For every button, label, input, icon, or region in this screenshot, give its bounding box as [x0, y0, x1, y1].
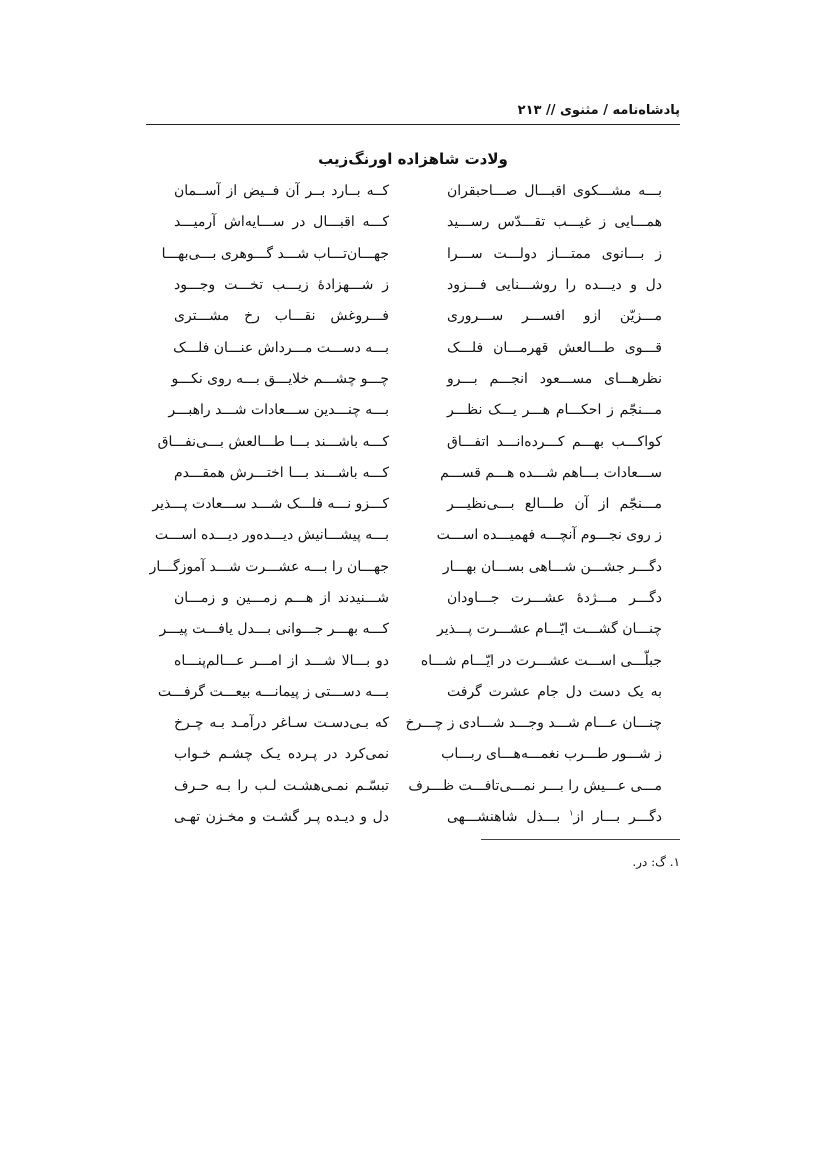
verse-second-hemistich: کـــه باشـــند بـــا اختـــرش همقـــدم — [174, 464, 389, 481]
verse-row — [174, 645, 662, 676]
verse-row — [168, 395, 662, 426]
verse-first-hemistich: کواکـــب بهـــم کـــرده‌انـــد اتفـــاق — [447, 433, 662, 450]
verse-first-hemistich: مـــنجّم ز احکـــام هـــر یـــک نظـــر — [447, 402, 662, 419]
footnote: ۱. گ: در. — [632, 855, 680, 869]
verse-first-hemistich: مـــزیّن ازو افســـر ســـروری — [447, 308, 662, 325]
verse-row — [174, 332, 662, 363]
poem-body — [149, 176, 662, 833]
verse-second-hemistich: کـــزو نـــه فلـــک شـــد ســـعادت پـــذیر — [152, 496, 389, 513]
verse-first-hemistich: نظرهـــای مســـعود انجـــم بـــرو — [447, 370, 662, 387]
verse-first-hemistich: همـــایی ز غیـــب تقـــدّس رســـید — [447, 214, 662, 231]
running-header: پادشاه‌نامه / مثنوی // ۲۱۳ — [517, 103, 680, 118]
verse-first-hemistich: ز شـــور طـــرب نغمـــه‌هـــای ربـــاب — [441, 746, 662, 763]
verse-second-hemistich: بـــه پیشـــانیش دیـــده‌ور دیـــده اســـت — [154, 527, 389, 544]
verse-second-hemistich: کـــه باشـــند بـــا طـــالعش بـــی‌نفـــاق — [157, 433, 389, 450]
verse-row — [174, 270, 662, 301]
verse-second-hemistich: کـــه اقبـــال در ســـایه‌اش آرمیـــد — [174, 214, 389, 231]
verse-first-hemistich: ز بـــانوی ممتـــاز دولـــت ســـرا — [447, 245, 662, 262]
verse-second-hemistich: شـــنیدند از هـــم زمـــین و زمـــان — [174, 590, 389, 606]
verse-row — [161, 239, 662, 270]
verse-row — [174, 301, 662, 332]
verse-first-hemistich: چنـــان گشـــت ایّـــام عشـــرت پـــذیر — [437, 621, 662, 638]
verse-row — [174, 176, 662, 207]
verse-second-hemistich: بـــه دســـت مـــرداش عنـــان فلـــک — [173, 339, 389, 356]
verse-second-hemistich: فـــروغش نقـــاب رخ مشـــتری — [174, 308, 389, 325]
verse-row — [174, 708, 662, 739]
verse-first-hemistich: دگـــر مـــژدهٔ عشـــرت جـــاودان — [447, 590, 662, 606]
verse-first-hemistich: جبلّـــی اســـت عشـــرت در ایّـــام شـــاه — [420, 652, 662, 669]
verse-row — [157, 426, 662, 457]
verse-second-hemistich: که بـی‌دسـت سـاغر درآمـد بـه چـرخ — [174, 715, 389, 732]
verse-first-hemistich: به یک دست دل جام عشرت گرفت — [447, 683, 662, 700]
verse-row — [174, 207, 662, 238]
verse-second-hemistich: ز شـــهزادهٔ زیـــب تخـــت وجـــود — [174, 277, 389, 294]
verse-second-hemistich: کـــه بهـــر جـــوانی بـــدل یافـــت پیـــر — [159, 621, 389, 638]
verse-second-hemistich: نمی‌کرد در پـرده یـک چشـم خـواب — [174, 746, 389, 763]
verse-first-hemistich: دل و دیـــده را روشـــنایی فـــزود — [447, 277, 662, 294]
verse-first-hemistich: قـــوی طـــالعش قهرمـــان فلـــک — [447, 339, 662, 356]
verse-second-hemistich: دل و دیـده پـر گشـت و مخـزن تهـی — [174, 809, 389, 826]
verse-first-hemistich — [447, 802, 662, 833]
verse-second-hemistich: کــه بــارد بــر آن فــیض از آســمان — [174, 183, 389, 200]
footnote-rule — [481, 839, 680, 840]
verse-row — [157, 677, 662, 708]
verse-row — [171, 364, 662, 395]
verse-row — [174, 802, 662, 833]
verse-second-hemistich: بـــه دســـتی ز پیمانـــه بیعـــت گرفـــت — [157, 683, 389, 700]
verse-row — [154, 520, 662, 551]
verse-second-hemistich: تبسّـم نمـی‌هشـت لـب را بـه حـرف — [174, 777, 389, 794]
verse-second-hemistich: جهـــان‌تـــاب شـــد گـــوهری بـــی‌بهـــا — [161, 245, 389, 262]
verse-first-hemistich: مـــنجّم از آن طـــالع بـــی‌نظیـــر — [447, 496, 662, 513]
verse-text: بـــذل شاهنشـــهی — [447, 809, 570, 826]
header-rule — [146, 124, 680, 125]
poem-title: ولادت شاهزاده اورنگ‌زیب — [318, 150, 508, 168]
verse-second-hemistich: بـــه چنـــدین ســـعادات شـــد راهبـــر — [168, 402, 389, 419]
verse-first-hemistich: ســـعادات بـــاهم شـــده هـــم قســـم — [440, 464, 662, 481]
verse-row — [174, 739, 662, 770]
verse-first-hemistich: دگـــر جشـــن شـــاهی بســـان بهـــار — [442, 558, 662, 575]
verse-row — [174, 458, 662, 489]
verse-row — [174, 583, 662, 614]
verse-second-hemistich: جهـــان را بـــه عشـــرت شـــد آموزگـــار — [149, 558, 389, 575]
verse-row — [159, 614, 662, 645]
verse-first-hemistich: مـــی عـــیش را بـــر نمـــی‌تافـــت ظـــرف — [408, 777, 662, 794]
verse-second-hemistich: چـــو چشـــم خلایـــق بـــه روی نکـــو — [171, 370, 389, 387]
verse-text: دگـــر بـــار از — [573, 809, 662, 826]
verse-row — [174, 771, 662, 802]
verse-second-hemistich: دو بـــالا شـــد از امـــر عـــالم‌پنـــاه — [174, 652, 389, 669]
verse-first-hemistich: ز روی نجـــوم آنچـــه فهمیـــده اســـت — [436, 527, 662, 544]
verse-row — [152, 489, 662, 520]
verse-first-hemistich: بـــه مشـــکوی اقبـــال صـــاحبقران — [447, 183, 662, 200]
footnote-marker[interactable]: ۱ — [569, 808, 574, 818]
verse-first-hemistich: چنـــان عـــام شـــد وجـــد شـــادی ز چـــرخ — [405, 715, 662, 732]
verse-row — [149, 552, 662, 583]
